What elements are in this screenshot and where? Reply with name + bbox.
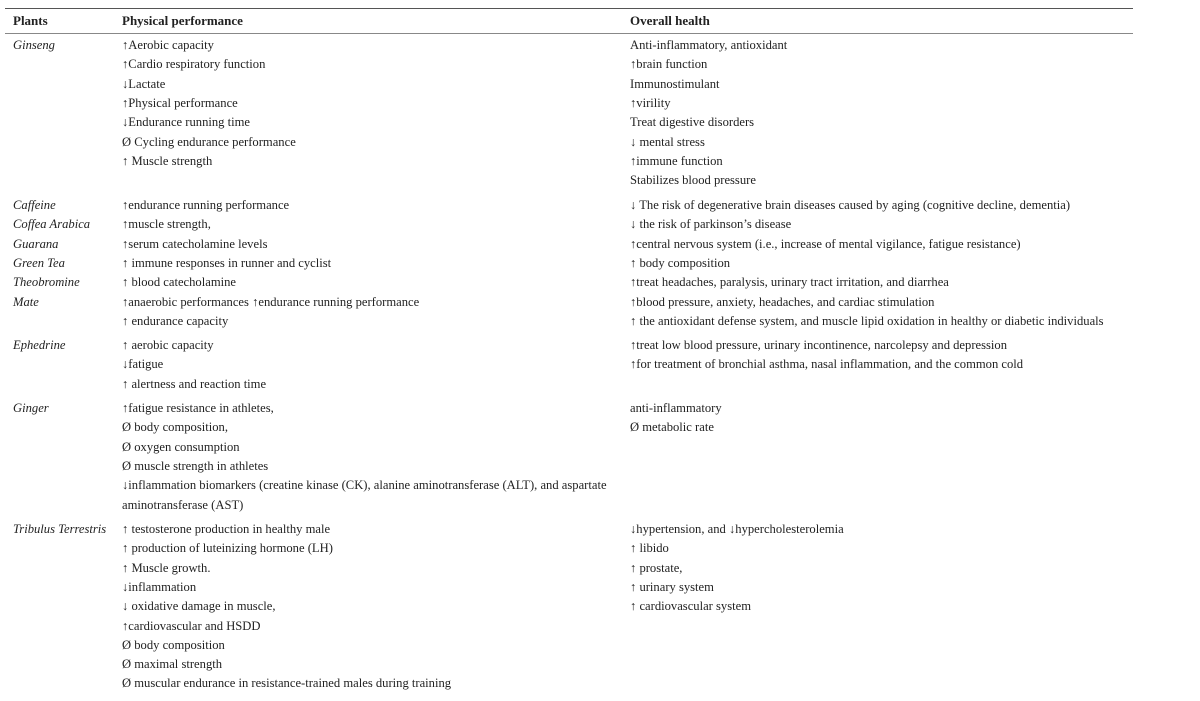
table-top-rule — [5, 8, 1133, 9]
physical-performance-item: ↑anaerobic performances ↑endurance running performance — [122, 294, 420, 309]
overall-health-item: ↓ The risk of degenerative brain diseases caused by aging (cognitive decline, dementia) — [630, 198, 1071, 212]
physical-performance-item: ↑ production of luteinizing hormone (LH) — [122, 541, 333, 556]
physical-performance-item: ↑ immune responses in runner and cyclist — [122, 255, 332, 270]
overall-health-item: ↑ cardiovascular system — [630, 599, 751, 614]
overall-health-item: ↓ mental stress — [630, 134, 705, 149]
physical-performance-item: ↑Aerobic capacity — [122, 38, 214, 52]
physical-performance-item: ↓ oxidative damage in muscle, — [122, 599, 276, 614]
header-overall-health: Overall health — [630, 13, 710, 28]
overall-health-item: Ø metabolic rate — [630, 420, 714, 435]
table-header-rule — [5, 33, 1133, 34]
overall-health-item: Treat digestive disorders — [630, 115, 755, 130]
physical-performance-item: Ø Cycling endurance performance — [122, 134, 296, 149]
overall-health-item: ↑ urinary system — [630, 579, 714, 594]
overall-health-item: anti-inflammatory — [630, 401, 722, 415]
physical-performance-item: ↑fatigue resistance in athletes, — [122, 401, 274, 415]
header-plants: Plants — [13, 13, 48, 28]
physical-performance-item: aminotransferase (AST) — [122, 497, 244, 512]
physical-performance-item: Ø muscle strength in athletes — [122, 458, 269, 473]
plant-name: Ginger — [13, 401, 49, 415]
overall-health-item: ↑brain function — [630, 57, 708, 72]
physical-performance-item: ↓inflammation biomarkers (creatine kinase (CK), alanine aminotransferase (ALT), and aspartate — [122, 478, 607, 493]
physical-performance-item: Ø maximal strength — [122, 657, 223, 672]
overall-health-item: ↑treat low blood pressure, urinary incontinence, narcolepsy and depression — [630, 338, 1007, 352]
header-physical-performance: Physical performance — [122, 13, 243, 28]
overall-health-item: ↑immune function — [630, 153, 723, 168]
physical-performance-item: ↑endurance running performance — [122, 198, 290, 212]
plant-name: Guarana — [13, 236, 59, 251]
physical-performance-item: ↑ aerobic capacity — [122, 338, 214, 352]
physical-performance-item: ↓Endurance running time — [122, 115, 250, 130]
overall-health-item: ↓hypertension, and ↓hypercholesterolemia — [630, 522, 844, 536]
overall-health-item: ↑ libido — [630, 541, 669, 556]
overall-health-item: ↑ prostate, — [630, 560, 683, 575]
physical-performance-item: ↑ Muscle strength — [122, 153, 213, 168]
overall-health-item: Anti-inflammatory, antioxidant — [630, 38, 788, 52]
plant-name: Ephedrine — [13, 338, 66, 352]
physical-performance-item: ↑ endurance capacity — [122, 313, 229, 328]
overall-health-item: Stabilizes blood pressure — [630, 173, 756, 188]
physical-performance-item: ↑serum catecholamine levels — [122, 236, 268, 251]
physical-performance-item: ↑ alertness and reaction time — [122, 376, 267, 391]
plant-name: Ginseng — [13, 38, 55, 52]
physical-performance-item: ↑Physical performance — [122, 95, 238, 110]
overall-health-item: ↑for treatment of bronchial asthma, nasal inflammation, and the common cold — [630, 357, 1024, 372]
physical-performance-item: Ø oxygen consumption — [122, 439, 240, 454]
plant-name: Coffea Arabica — [13, 217, 91, 232]
plant-name: Tribulus Terrestris — [13, 522, 107, 536]
physical-performance-item: ↑ testosterone production in healthy male — [122, 522, 331, 536]
physical-performance-item: ↓Lactate — [122, 76, 166, 91]
plant-name: Mate — [13, 294, 39, 309]
physical-performance-item: ↑Cardio respiratory function — [122, 57, 266, 72]
plant-name: Caffeine — [13, 198, 56, 212]
physical-performance-item: Ø body composition, — [122, 420, 228, 435]
physical-performance-item: Ø body composition — [122, 637, 225, 652]
physical-performance-item: ↑ blood catecholamine — [122, 275, 237, 290]
overall-health-item: ↓ the risk of parkinson’s disease — [630, 217, 792, 232]
overall-health-item: ↑central nervous system (i.e., increase of mental vigilance, fatigue resistance) — [630, 236, 1021, 251]
physical-performance-item: ↑cardiovascular and HSDD — [122, 618, 261, 633]
overall-health-item: ↑treat headaches, paralysis, urinary tract irritation, and diarrhea — [630, 275, 949, 290]
physical-performance-item: Ø muscular endurance in resistance-trained males during training — [122, 676, 452, 691]
overall-health-item: ↑blood pressure, anxiety, headaches, and cardiac stimulation — [630, 294, 935, 309]
overall-health-item: ↑ the antioxidant defense system, and muscle lipid oxidation in healthy or diabetic individuals — [630, 313, 1104, 328]
physical-performance-item: ↓inflammation — [122, 579, 197, 594]
overall-health-item: ↑virility — [630, 95, 671, 110]
plant-name: Green Tea — [13, 255, 65, 270]
physical-performance-item: ↑muscle strength, — [122, 217, 211, 232]
plant-name: Theobromine — [13, 275, 80, 290]
physical-performance-item: ↓fatigue — [122, 357, 164, 372]
physical-performance-item: ↑ Muscle growth. — [122, 560, 211, 575]
overall-health-item: Immunostimulant — [630, 76, 720, 91]
overall-health-item: ↑ body composition — [630, 255, 731, 270]
